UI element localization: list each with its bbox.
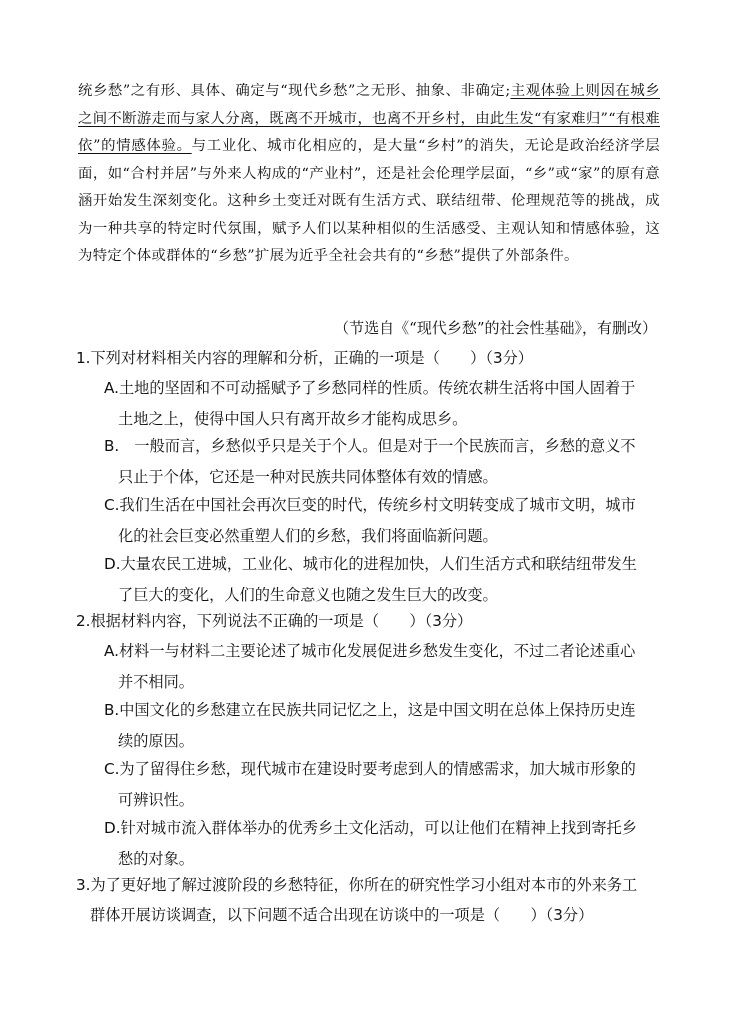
option-line: 并不相同。 xyxy=(118,672,194,691)
question-1-option-c xyxy=(104,490,664,551)
question-1-stem: 1.下列对材料相关内容的理解和分析，正确的一项是（ ）（3分） xyxy=(76,349,533,367)
question-2-option-d xyxy=(104,813,664,874)
option-line: B. 一般而言，乡愁似乎只是关于个人。但是对于一个民族而言，乡愁的意义不 xyxy=(104,437,636,455)
question-3-stem-line-2: 群体开展访谈调查，以下问题不适合出现在访谈中的一项是（ ）（3分） xyxy=(90,906,594,924)
option-line: A.材料一与材料二主要论述了城市化发展促进乡愁发生变化，不过二者论述重心 xyxy=(104,642,636,660)
option-line: 了巨大的变化，人们的生命意义也随之发生巨大的改变。 xyxy=(118,585,498,604)
option-line: A.土地的坚固和不可动摇赋予了乡愁同样的性质。传统农耕生活将中国人固着于 xyxy=(104,379,636,397)
option-line: D.针对城市流入群体举办的优秀乡土文化活动，可以让他们在精神上找到寄托乡 xyxy=(104,819,637,837)
option-line: B.中国文化的乡愁建立在民族共同记忆之上，这是中国文明在总体上保持历史连 xyxy=(104,701,636,719)
question-1-option-b xyxy=(104,431,664,492)
question-2-stem: 2.根据材料内容，下列说法不正确的一项是（ ）（3分） xyxy=(76,612,473,630)
passage-text-continued: 与工业化、城市化相应的，是大量“乡村”的消失，无论是政治经济学层面，如“合村并居”与外来人构成的“产业村”，还是社会伦理学层面，“乡”或“家”的原有意涵开始发生深刻变化。这种乡土变迁对既有生活方式、联结纽带、伦理规范等的挑战，成为一种共享的特定时代氛围，赋予人们以某种相似的生活感受、主观认知和情感体验，这为特定个体或群体的“乡愁”扩展为近乎全社会共有的“乡愁”提供了外部条件。 xyxy=(78,138,660,264)
question-3-stem-line-1: 3.为了更好地了解过渡阶段的乡愁特征，你所在的研究性学习小组对本市的外来务工 xyxy=(76,876,638,894)
question-2-option-c xyxy=(104,754,664,815)
question-3-stem xyxy=(76,870,666,930)
option-line: C.我们生活在中国社会再次巨变的时代，传统乡村文明转变成了城市文明，城市 xyxy=(104,496,636,514)
question-1-option-a xyxy=(104,373,664,434)
question-1-option-d xyxy=(104,549,664,610)
passage-text: 统乡愁”之有形、具体、确定与“现代乡愁”之无形、抽象、非确定; xyxy=(78,83,511,99)
option-line: 化的社会巨变必然重塑人们的乡愁，我们将面临新问题。 xyxy=(118,526,498,545)
question-2-option-a xyxy=(104,636,664,697)
reading-passage xyxy=(78,78,660,271)
passage-source: （节选自《“现代乡愁”的社会性基础》，有删改） xyxy=(334,319,657,337)
option-line: 土地之上，使得中国人只有离开故乡才能构成思乡。 xyxy=(118,409,468,428)
option-line: C.为了留得住乡愁，现代城市在建设时要考虑到人的情感需求，加大城市形象的 xyxy=(104,760,636,778)
option-line: 续的原因。 xyxy=(118,731,194,750)
option-line: 只止于个体，它还是一种对民族共同体整体有效的情感。 xyxy=(118,467,498,486)
passage-underlined-text: 主观体验上则因在城乡之间不断游走而与家人分离，既离不开城市，也离不开乡村，由此生发“有家难归”“有根难依”的情感体验。 xyxy=(78,83,660,154)
question-2-option-b xyxy=(104,695,664,756)
option-line: 愁的对象。 xyxy=(118,849,194,868)
option-line: D.大量农民工进城，工业化、城市化的进程加快，人们生活方式和联结纽带发生 xyxy=(104,555,637,573)
option-line: 可辨识性。 xyxy=(118,790,194,809)
